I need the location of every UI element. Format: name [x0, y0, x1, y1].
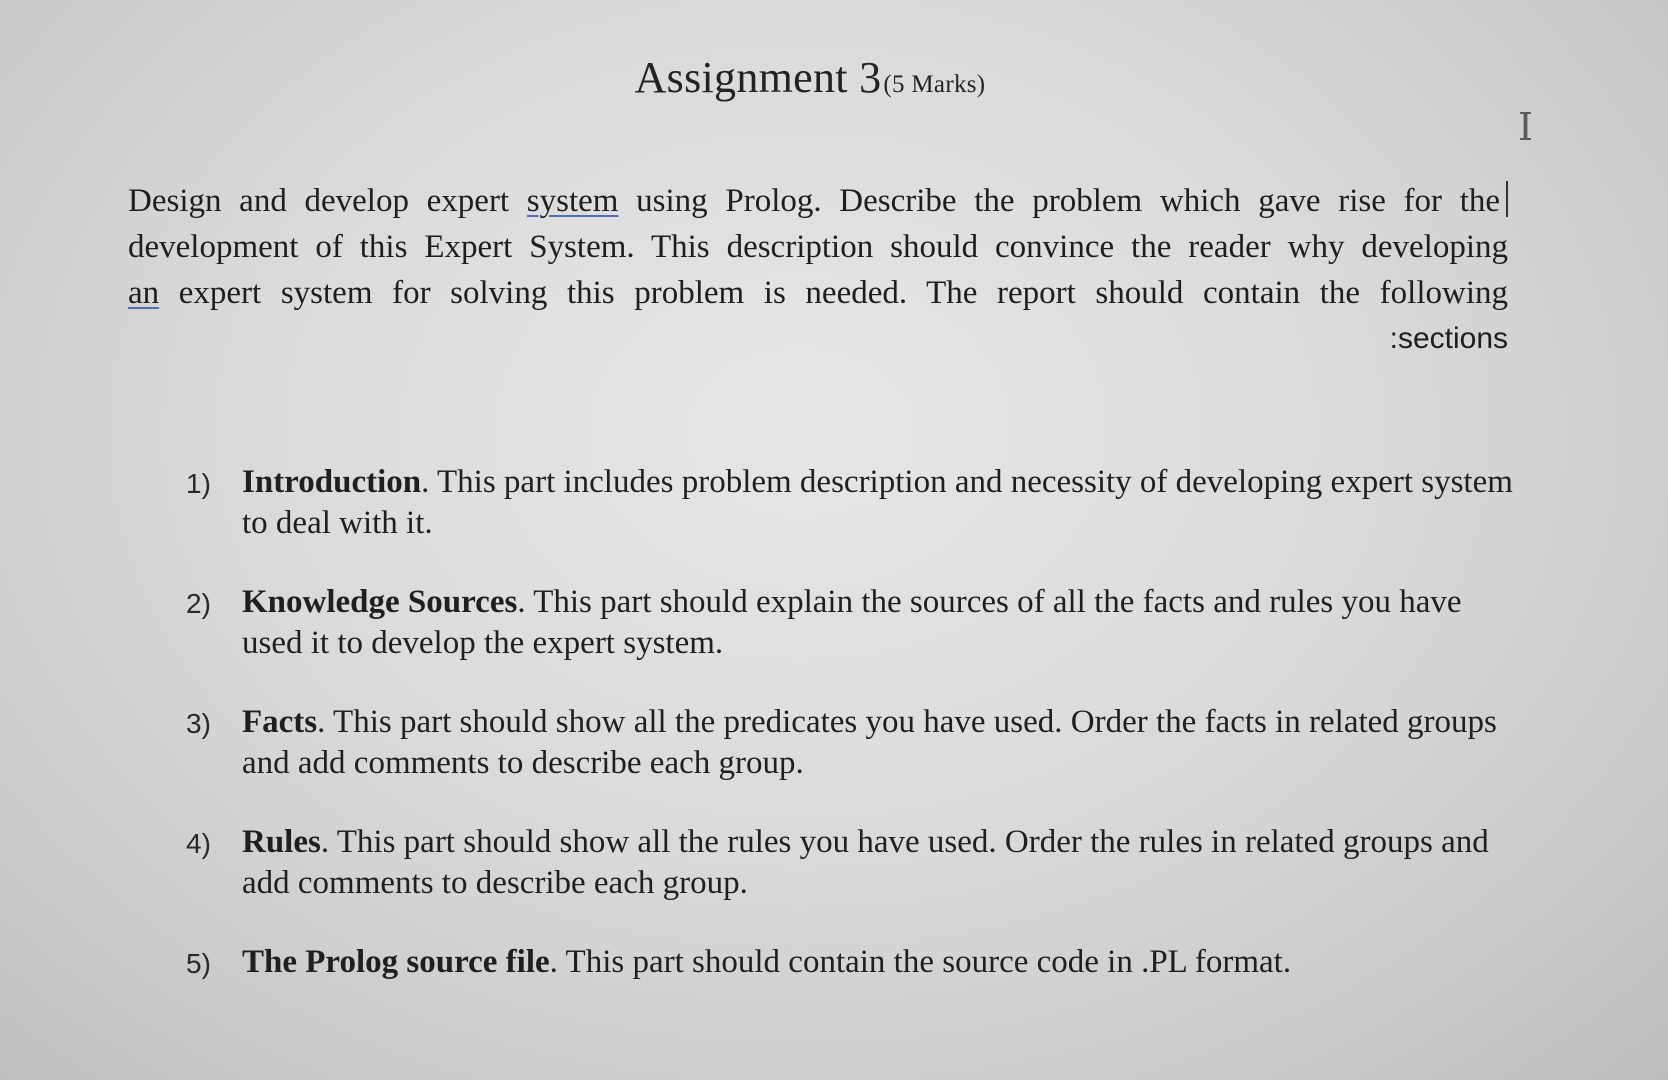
assignment-title — [0, 52, 1620, 103]
intro-line-3: an expert system for solving this problem is needed. The report should contain the following — [128, 275, 1509, 311]
section-text: . This part should explain the sources of all the facts and rules you have used it to develop the expert system. — [242, 584, 1462, 661]
section-item[interactable] — [186, 462, 1516, 544]
spellcheck-word[interactable]: system — [526, 183, 619, 219]
text-caret — [1506, 181, 1508, 217]
text-cursor-icon: I — [1518, 105, 1534, 149]
list-number: 3) — [186, 708, 211, 739]
intro-line-1: Design and develop expert system using Prolog. Describe the problem which gave rise for the — [128, 178, 1508, 224]
intro-paragraph[interactable] — [128, 178, 1508, 362]
section-text: . This part should show all the rules you have used. Order the rules in related groups and add comments to describe each group. — [242, 824, 1489, 901]
list-number: 5) — [186, 948, 211, 979]
sections-list — [186, 462, 1516, 1021]
section-item[interactable] — [186, 582, 1516, 664]
section-item[interactable] — [186, 942, 1516, 983]
list-number: 2) — [186, 588, 211, 619]
section-text: . This part should contain the source code in .PL format. — [549, 944, 1292, 980]
section-text: . This part should show all the predicates you have used. Order the facts in related groups and add comments to describe each group. — [242, 704, 1497, 781]
intro-line-2: development of this Expert System. This description should convince the reader why developing — [128, 229, 1508, 265]
title-text: Assignment 3 — [634, 53, 882, 102]
section-item[interactable] — [186, 822, 1516, 904]
list-number: 4) — [186, 828, 211, 859]
intro-line-4: :sections — [1389, 322, 1508, 355]
section-heading: Knowledge Sources — [242, 584, 518, 620]
section-item[interactable] — [186, 702, 1516, 784]
section-heading: Facts — [242, 704, 318, 740]
title-marks: (5 Marks) — [883, 71, 986, 98]
section-text: . This part includes problem description and necessity of developing expert system to deal with it. — [242, 464, 1513, 541]
spellcheck-word[interactable]: an — [128, 275, 160, 311]
section-heading: Introduction — [242, 464, 422, 500]
list-number: 1) — [186, 468, 211, 499]
section-heading: Rules — [242, 824, 321, 860]
section-heading: The Prolog source file — [242, 944, 550, 980]
